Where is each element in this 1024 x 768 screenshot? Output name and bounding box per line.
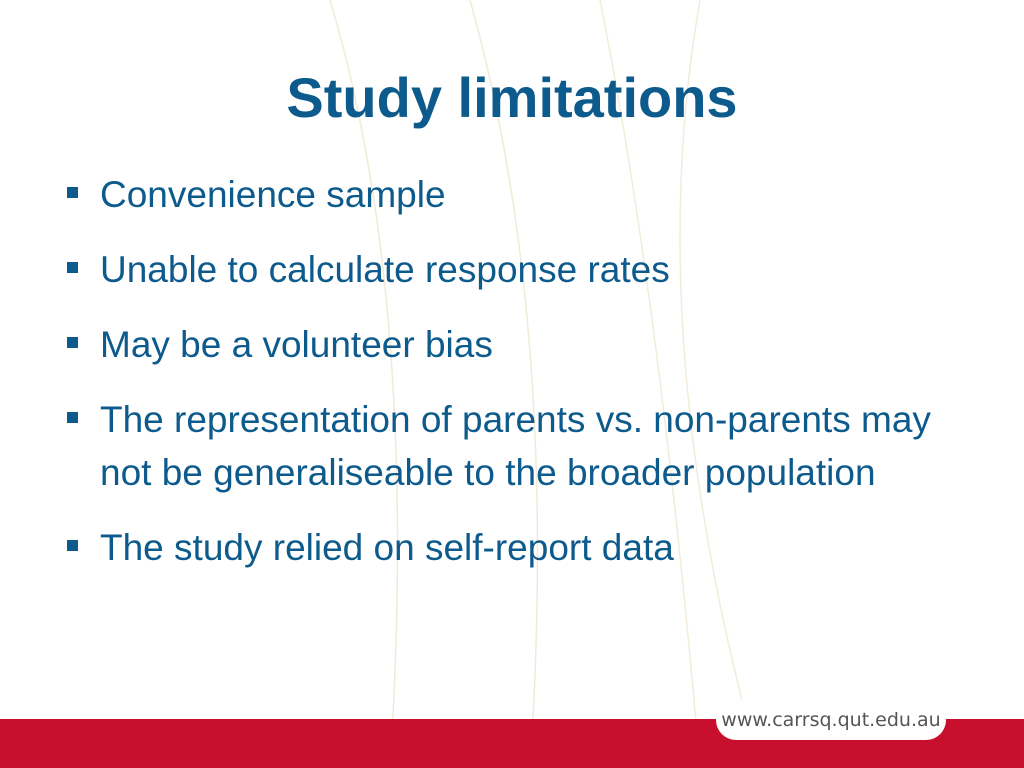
slide-title: Study limitations <box>286 66 738 129</box>
square-bullet-icon <box>67 262 78 273</box>
bullet-list <box>62 168 962 596</box>
square-bullet-icon <box>67 337 78 348</box>
bullet-item <box>62 521 962 574</box>
square-bullet-icon <box>67 412 78 423</box>
bullet-text: The representation of parents vs. non-parents may not be generaliseable to the broader population <box>100 399 931 493</box>
bullet-text: Unable to calculate response rates <box>100 249 670 290</box>
footer-url[interactable]: www.carrsq.qut.edu.au <box>721 709 941 731</box>
bullet-item <box>62 243 962 296</box>
bullet-text: May be a volunteer bias <box>100 324 493 365</box>
square-bullet-icon <box>67 540 78 551</box>
bullet-text: Convenience sample <box>100 174 446 215</box>
bullet-item <box>62 168 962 221</box>
square-bullet-icon <box>67 187 78 198</box>
bullet-text: The study relied on self-report data <box>100 527 674 568</box>
bullet-item <box>62 318 962 371</box>
bullet-item <box>62 393 962 499</box>
